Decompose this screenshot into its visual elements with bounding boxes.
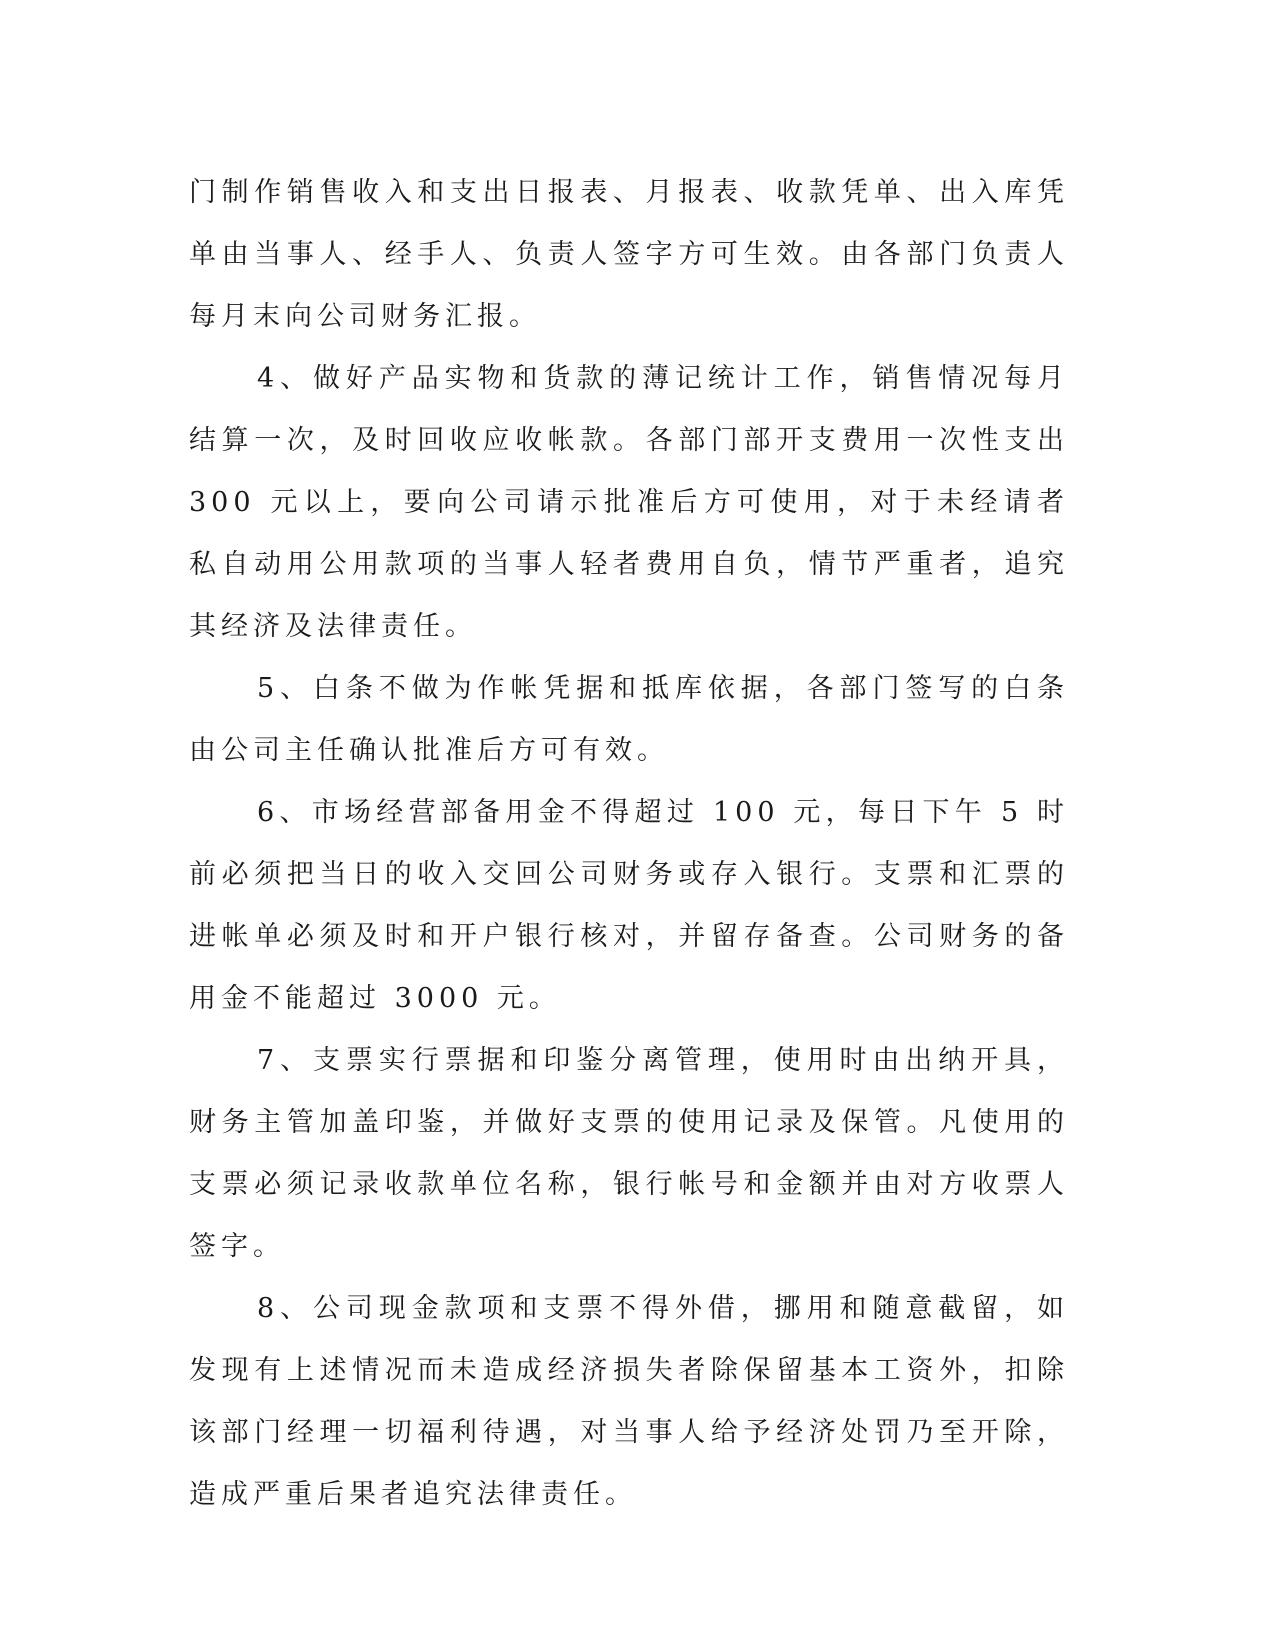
paragraph-item-8: 8、公司现金款项和支票不得外借，挪用和随意截留，如发现有上述情况而未造成经济损失者除保留基本工资外，扣除该部门经理一切福利待遇，对当事人给予经济处罚乃至开除，造成严重后果者追究法律责任。	[189, 1293, 1069, 1510]
paragraph-continuation: 门制作销售收入和支出日报表、月报表、收款凭单、出入库凭单由当事人、经手人、负责人签字方可生效。由各部门负责人每月末向公司财务汇报。	[189, 177, 1069, 332]
paragraph-item-6: 6、市场经营部备用金不得超过 100 元，每日下午 5 时前必须把当日的收入交回公司财务或存入银行。支票和汇票的进帐单必须及时和开户银行核对，并留存备查。公司财务的备用金不能超过 3000 元。	[189, 797, 1069, 1014]
paragraph-item-4: 4、做好产品实物和货款的薄记统计工作，销售情况每月结算一次，及时回收应收帐款。各部门部开支费用一次性支出 300 元以上，要向公司请示批准后方可使用，对于未经请者私自动用公用款项的当事人轻者费用自负，情节严重者，追究其经济及法律责任。	[189, 363, 1069, 642]
paragraph-item-5: 5、白条不做为作帐凭据和抵库依据，各部门签写的白条由公司主任确认批准后方可有效。	[189, 673, 1069, 766]
paragraph-item-7: 7、支票实行票据和印鉴分离管理，使用时由出纳开具，财务主管加盖印鉴，并做好支票的使用记录及保管。凡使用的支票必须记录收款单位名称，银行帐号和金额并由对方收票人签字。	[189, 1045, 1069, 1262]
document-body	[189, 162, 1069, 1526]
